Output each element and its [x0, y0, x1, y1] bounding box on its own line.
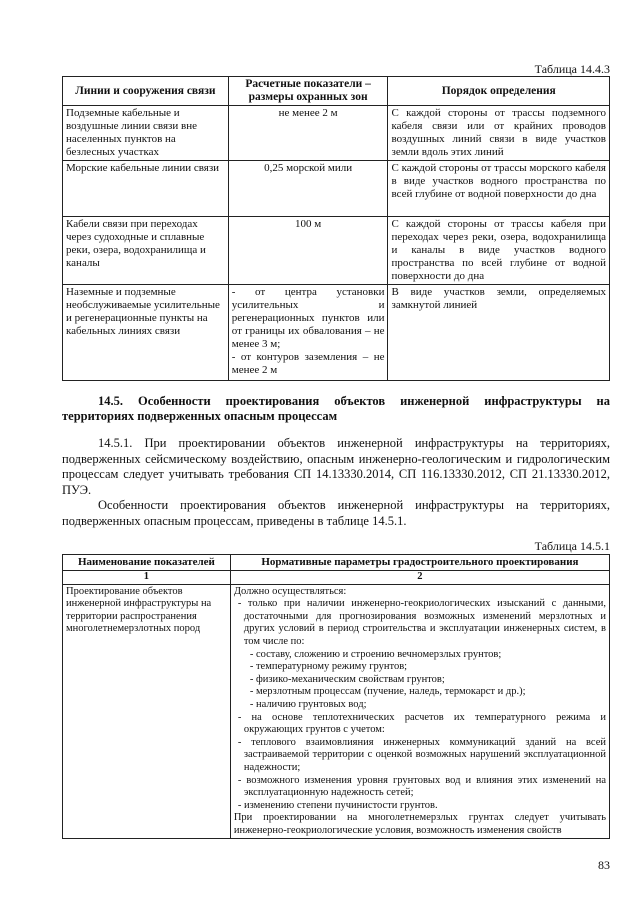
requirement-line: - мерзлотным процессам (пучение, наледь, термокарст и др.); — [249, 686, 526, 698]
section-heading — [62, 394, 610, 424]
table-cell: С каждой стороны от трассы подземного кабеля связи или от крайних проводов воздушных линий связи в виде участков земли вдоль этих линий — [388, 106, 610, 161]
table-row — [63, 106, 610, 161]
communication-zones-table — [62, 76, 610, 381]
table-header-row — [63, 555, 610, 571]
table-caption: Таблица 14.4.3 — [534, 62, 610, 76]
column-header: Нормативные параметры градостроительного проектирования — [230, 555, 609, 571]
requirement-line: - изменению степени пучинистости грунтов. — [237, 799, 438, 811]
table-row — [63, 584, 610, 839]
column-number-row — [63, 570, 610, 584]
table-row — [63, 161, 610, 217]
body-paragraph: Особенности проектирования объектов инженерной инфраструктуры на территориях, подверженных опасным процессам, приведены в таблице 14.5.1. — [62, 498, 610, 528]
requirement-line: - составу, сложению и строению вечномерзлых грунтов; — [249, 648, 502, 660]
table-cell: Кабели связи при переходах через судоходные и сплавные реки, озера, водохранилища и каналы — [63, 217, 229, 285]
table-header-row — [63, 77, 610, 106]
requirement-line: - температурному режиму грунтов; — [249, 661, 408, 673]
column-header: Расчетные показатели – размеры охранных зон — [228, 77, 388, 106]
requirement-line: - физико-механическим свойствам грунтов; — [249, 673, 445, 685]
section-title: Особенности проектирования объектов инженерной инфраструктуры на территориях подверженных опасным процессам — [62, 394, 611, 423]
table-caption: Таблица 14.5.1 — [534, 539, 610, 553]
list-item: - от контуров заземления – не менее 2 м — [231, 351, 385, 376]
requirements-cell — [230, 584, 609, 839]
table-cell: С каждой стороны от трассы кабеля при переходах через реки, озера, водохранилища и каналы в виде участков водного пространства по всей глубине от водной поверхности до дна — [388, 217, 610, 285]
column-header: Линии и сооружения связи — [63, 77, 229, 106]
table-cell: не менее 2 м — [228, 106, 388, 161]
requirement-line: - только при наличии инженерно-геокриологических изысканий с данными, достаточными для прогнозирования возможных изменений мерзлотных и других условий в период строительства и эксплуатации инженерных систем, в том числе по: — [237, 598, 606, 647]
table-row — [63, 217, 610, 285]
table-cell: В виде участков земли, определяемых замкнутой линией — [388, 285, 610, 381]
table-cell — [228, 285, 388, 381]
column-number: 2 — [230, 570, 609, 584]
table-cell: 0,25 морской мили — [228, 161, 388, 217]
column-header: Порядок определения — [388, 77, 610, 106]
table-cell: Морские кабельные линии связи — [63, 161, 229, 217]
requirement-line: При проектировании на многолетнемерзлых грунтах следует учитывать инженерно-геокриологические условия, возможность изменения свойств — [233, 812, 606, 836]
column-number: 1 — [63, 570, 231, 584]
requirement-line: Должно осуществляться: — [233, 585, 347, 597]
table-row — [63, 285, 610, 381]
table-cell: С каждой стороны от трассы морского кабеля в виде участков водного пространства по всей глубине от водной поверхности до дна — [388, 161, 610, 217]
table-cell: 100 м — [228, 217, 388, 285]
list-item: - от центра установки усилительных и регенерационных пунктов или от границы их обвалования – не менее 3 м; — [231, 286, 385, 350]
table-cell: Подземные кабельные и воздушные линии связи вне населенных пунктов на безлесных участках — [63, 106, 229, 161]
table-cell: Проектирование объектов инженерной инфраструктуры на территории распространения многолетнемерзлотных пород — [63, 584, 231, 839]
section-number: 14.5. — [98, 394, 123, 408]
requirement-line: - на основе теплотехнических расчетов их температурного режима и окружающих грунтов с учетом: — [237, 711, 606, 736]
body-paragraph: 14.5.1. При проектировании объектов инженерной инфраструктуры на территориях, подверженных сейсмическому воздействию, опасным инженерно-геологическим и гидрологическим процессам следует учитывать требования СП 14.13330.2014, СП 116.13330.2012, СП 21.13330.2012, ПУЭ. — [62, 436, 610, 497]
hazard-design-table — [62, 554, 610, 839]
requirement-line: - теплового взаимовлияния инженерных коммуникаций зданий на всей застраиваемой территории с оценкой возможных нарушений эксплуатационной надежности; — [237, 736, 606, 773]
requirement-line: - возможного изменения уровня грунтовых вод и влияния этих изменений на эксплуатационную надежность сетей; — [237, 774, 606, 799]
requirement-line: - наличию грунтовых вод; — [249, 698, 367, 710]
page-number: 83 — [598, 858, 610, 872]
column-header: Наименование показателей — [63, 555, 231, 571]
table-cell: Наземные и подземные необслуживаемые усилительные и регенерационные пункты на кабельных линиях связи — [63, 285, 229, 381]
